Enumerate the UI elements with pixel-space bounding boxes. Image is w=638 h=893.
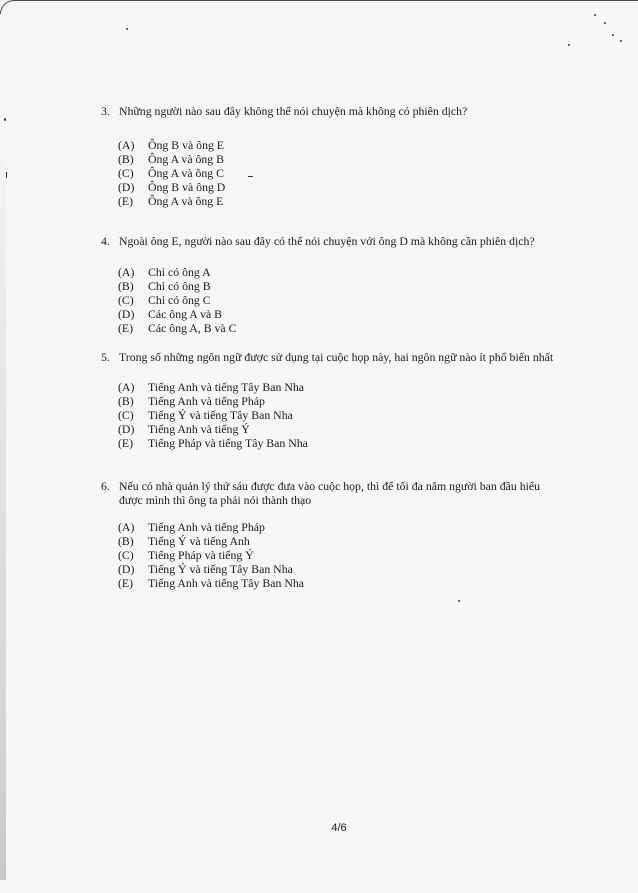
- scan-speck: [612, 34, 614, 36]
- option-letter: (E): [118, 436, 134, 450]
- option-e: [118, 321, 236, 336]
- scan-speck: [4, 118, 6, 121]
- option-text: Chỉ có ông A: [148, 265, 211, 279]
- option-text: Tiếng Ý và tiếng Tây Ban Nha: [148, 562, 293, 576]
- option-letter: (D): [118, 307, 135, 321]
- option-d: [118, 422, 250, 437]
- option-text: Ông B và ông E: [148, 138, 225, 152]
- option-letter: (E): [118, 321, 134, 335]
- option-letter: (B): [118, 394, 134, 408]
- option-d: [118, 562, 293, 577]
- option-text: Tiếng Anh và tiếng Pháp: [148, 520, 265, 534]
- option-e: [118, 436, 308, 451]
- option-a: [118, 520, 265, 535]
- option-text: Các ông A và B: [148, 307, 223, 321]
- option-c: [118, 293, 211, 308]
- option-letter: (E): [118, 194, 134, 208]
- option-a: [118, 138, 224, 153]
- page-top-border: [0, 0, 638, 14]
- option-b: [118, 152, 224, 167]
- question-text: Nếu có nhà quản lý thứ sáu được đưa vào cuộc họp, thì để tối đa năm người ban đầu hiểu: [119, 479, 541, 493]
- option-text: Tiếng Anh và tiếng Ý: [148, 422, 250, 436]
- question-number: 5.: [101, 350, 110, 364]
- option-b: [118, 534, 250, 549]
- option-text: Tiếng Pháp và tiếng Tây Ban Nha: [148, 436, 308, 450]
- question-4-stem: [101, 234, 535, 249]
- question-text: Những người nào sau đây không thể nói chuyện mà không có phiên dịch?: [119, 104, 468, 118]
- option-d: [118, 180, 225, 195]
- scan-speck: [126, 28, 128, 30]
- option-text: Chỉ có ông C: [148, 293, 211, 307]
- option-letter: (A): [118, 380, 135, 394]
- option-text: Tiếng Anh và tiếng Pháp: [148, 394, 265, 408]
- scan-speck: [458, 600, 460, 602]
- scan-speck: [604, 22, 606, 24]
- option-letter: (C): [118, 166, 134, 180]
- option-letter: (C): [118, 408, 134, 422]
- option-letter: (A): [118, 265, 135, 279]
- option-text: Các ông A, B và C: [148, 321, 237, 335]
- option-c: [118, 166, 224, 181]
- option-letter: (A): [118, 138, 135, 152]
- scan-speck: [568, 44, 570, 46]
- option-a: [118, 380, 304, 395]
- question-number: 3.: [101, 104, 110, 118]
- option-a: [118, 265, 211, 280]
- scan-speck: [620, 40, 622, 42]
- option-letter: (E): [118, 576, 134, 590]
- option-letter: (B): [118, 279, 134, 293]
- option-text: Ông A và ông B: [148, 152, 225, 166]
- option-text: Tiếng Anh và tiếng Tây Ban Nha: [148, 380, 304, 394]
- option-e: [118, 576, 304, 591]
- question-text: Ngoài ông E, người nào sau đây có thể nói chuyện với ông D mà không cần phiên dịch?: [119, 234, 535, 248]
- option-c: [118, 548, 254, 563]
- question-number: 4.: [101, 234, 110, 248]
- option-letter: (D): [118, 180, 135, 194]
- question-6-continuation: được mình thì ông ta phải nói thành thạo: [119, 493, 312, 507]
- option-b: [118, 279, 211, 294]
- question-5-stem: [101, 350, 553, 365]
- option-text: Ông A và ông C: [148, 166, 225, 180]
- option-text: Tiếng Ý và tiếng Tây Ban Nha: [148, 408, 293, 422]
- question-text: Trong số những ngôn ngữ được sử dụng tại cuộc họp này, hai ngôn ngữ nào ít phổ biến nhất: [119, 350, 554, 364]
- option-letter: (B): [118, 152, 134, 166]
- option-d: [118, 307, 222, 322]
- scan-speck: [248, 176, 253, 177]
- option-text: Tiếng Anh và tiếng Tây Ban Nha: [148, 576, 304, 590]
- scan-speck: [6, 172, 7, 178]
- option-text: Ông A và ông E: [148, 194, 224, 208]
- option-text: Tiếng Ý và tiếng Anh: [148, 534, 250, 548]
- option-letter: (B): [118, 534, 134, 548]
- option-letter: (A): [118, 520, 135, 534]
- scan-edge-shadow: [0, 120, 6, 880]
- scan-speck: [594, 14, 596, 16]
- option-text: Tiếng Pháp và tiếng Ý: [148, 548, 254, 562]
- question-number: 6.: [101, 479, 110, 493]
- option-text: Chỉ có ông B: [148, 279, 211, 293]
- option-letter: (D): [118, 562, 135, 576]
- page-number: 4/6: [331, 822, 347, 834]
- option-letter: (D): [118, 422, 135, 436]
- question-3-stem: [101, 104, 467, 119]
- option-letter: (C): [118, 548, 134, 562]
- option-text: Ông B và ông D: [148, 180, 226, 194]
- option-letter: (C): [118, 293, 134, 307]
- question-6-stem: [101, 479, 540, 494]
- option-c: [118, 408, 293, 423]
- option-b: [118, 394, 265, 409]
- option-e: [118, 194, 223, 209]
